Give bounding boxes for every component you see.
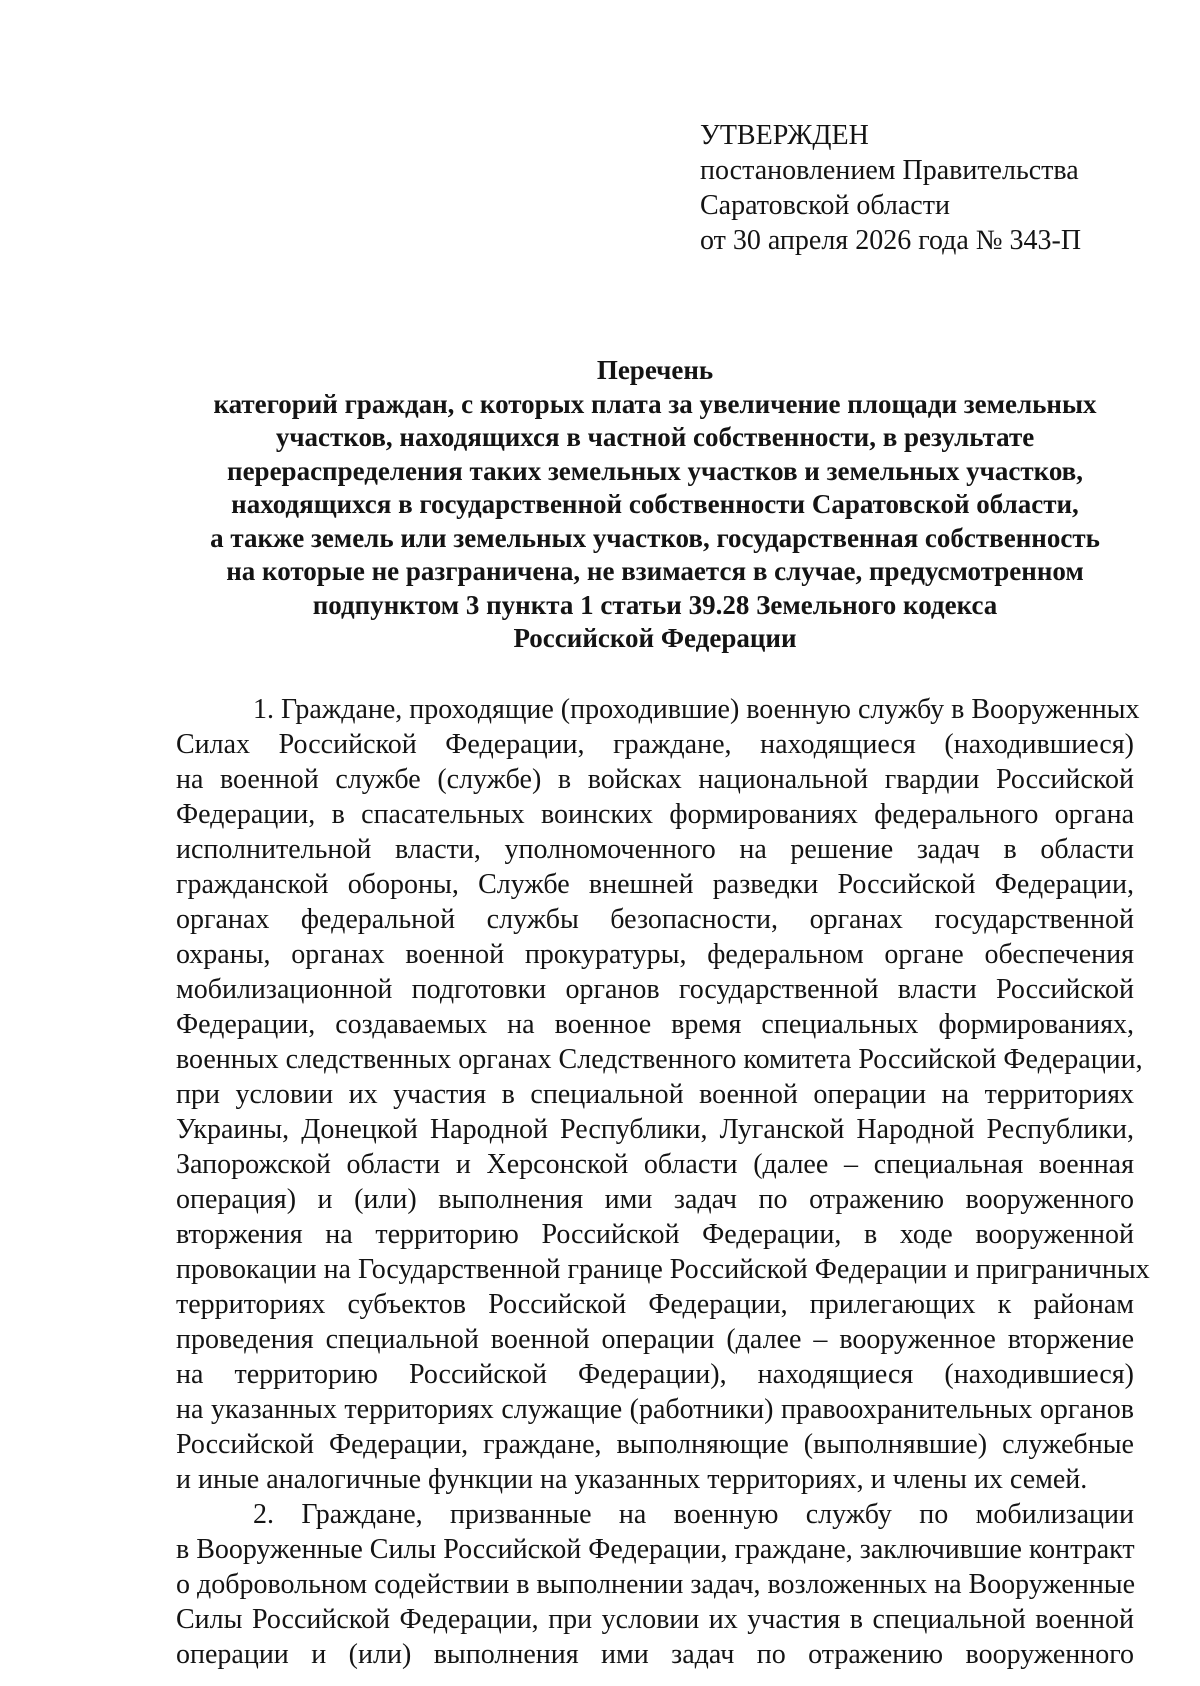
paragraph-2 [176,1497,1134,1672]
title-line: а также земель или земельных участков, государственная собственность [210,522,1100,553]
title-line: Российской Федерации [513,623,797,653]
title-line: перераспределения таких земельных участков и земельных участков, [227,455,1083,486]
text-line: вторжения на территорию Российской Федерации, в ходе вооруженной [176,1219,1134,1250]
title-line: участков, находящихся в частной собственности, в результате [275,422,1035,452]
title-line: Перечень [596,355,714,385]
title-line: подпунктом 3 пункта 1 статьи 39.28 Земельного кодекса [312,589,998,620]
text-line: территориях субъектов Российской Федерации, прилегающих к районам [176,1289,1134,1320]
text-line: гражданской обороны, Службе внешней разведки Российской Федерации, [176,869,1134,900]
text-line: на территорию Российской Федерации), находящиеся (находившиеся) [176,1359,1134,1390]
text-line: и иные аналогичные функции на указанных территориях, и члены их семей. [176,1464,1088,1495]
approval-line: Саратовской области [700,190,950,221]
text-line: на военной службе (службе) в войсках национальной гвардии Российской [176,764,1134,795]
document-body [176,692,1150,1672]
text-line: Силы Российской Федерации, при условии их участия в специальной военной [176,1604,1134,1635]
text-line: провокации на Государственной границе Российской Федерации и приграничных [176,1254,1150,1285]
text-line: мобилизационной подготовки органов государственной власти Российской [176,974,1134,1005]
text-line: органах федеральной службы безопасности, органах государственной [176,904,1134,935]
text-line: 1. Граждане, проходящие (проходившие) военную службу в Вооруженных [253,694,1140,725]
title-line: находящихся в государственной собственности Саратовской области, [231,489,1079,519]
approval-heading: УТВЕРЖДЕН [700,120,869,151]
text-line: в Вооруженные Силы Российской Федерации, граждане, заключившие контракт [176,1534,1135,1565]
text-line: Украины, Донецкой Народной Республики, Луганской Народной Республики, [176,1114,1134,1145]
approval-line: постановлением Правительства [700,155,1079,186]
text-line: 2. Граждане, призванные на военную службу по мобилизации [253,1499,1134,1530]
text-line: охраны, органах военной прокуратуры, федеральном органе обеспечения [176,939,1134,970]
text-line: о добровольном содействии в выполнении задач, возложенных на Вооруженные [176,1569,1136,1600]
text-line: исполнительной власти, уполномоченного на решение задач в области [176,834,1134,865]
approval-stamp [700,118,1140,258]
document-title [130,354,1180,656]
title-line: на которые не разграничена, не взимается в случае, предусмотренном [226,556,1084,586]
text-line: Федерации, в спасательных воинских формированиях федерального органа [176,799,1134,830]
text-line: при условии их участия в специальной военной операции на территориях [176,1079,1134,1110]
approval-date-line: от 30 апреля 2026 года № 343-П [700,225,1082,256]
text-line: Российской Федерации, граждане, выполняющие (выполнявшие) служебные [176,1429,1134,1460]
text-line: военных следственных органах Следственного комитета Российской Федерации, [176,1044,1143,1075]
text-line: операции и (или) выполнения ими задач по отражению вооруженного [176,1639,1134,1670]
text-line: операция) и (или) выполнения ими задач по отражению вооруженного [176,1184,1134,1215]
text-line: Запорожской области и Херсонской области (далее – специальная военная [176,1149,1134,1180]
paragraph-1 [176,692,1150,1497]
text-line: проведения специальной военной операции (далее – вооруженное вторжение [176,1324,1134,1355]
text-line: Силах Российской Федерации, граждане, находящиеся (находившиеся) [176,729,1134,760]
text-line: на указанных территориях служащие (работники) правоохранительных органов [176,1394,1134,1425]
text-line: Федерации, создаваемых на военное время специальных формированиях, [176,1009,1134,1040]
title-line: категорий граждан, с которых плата за увеличение площади земельных [213,388,1097,419]
